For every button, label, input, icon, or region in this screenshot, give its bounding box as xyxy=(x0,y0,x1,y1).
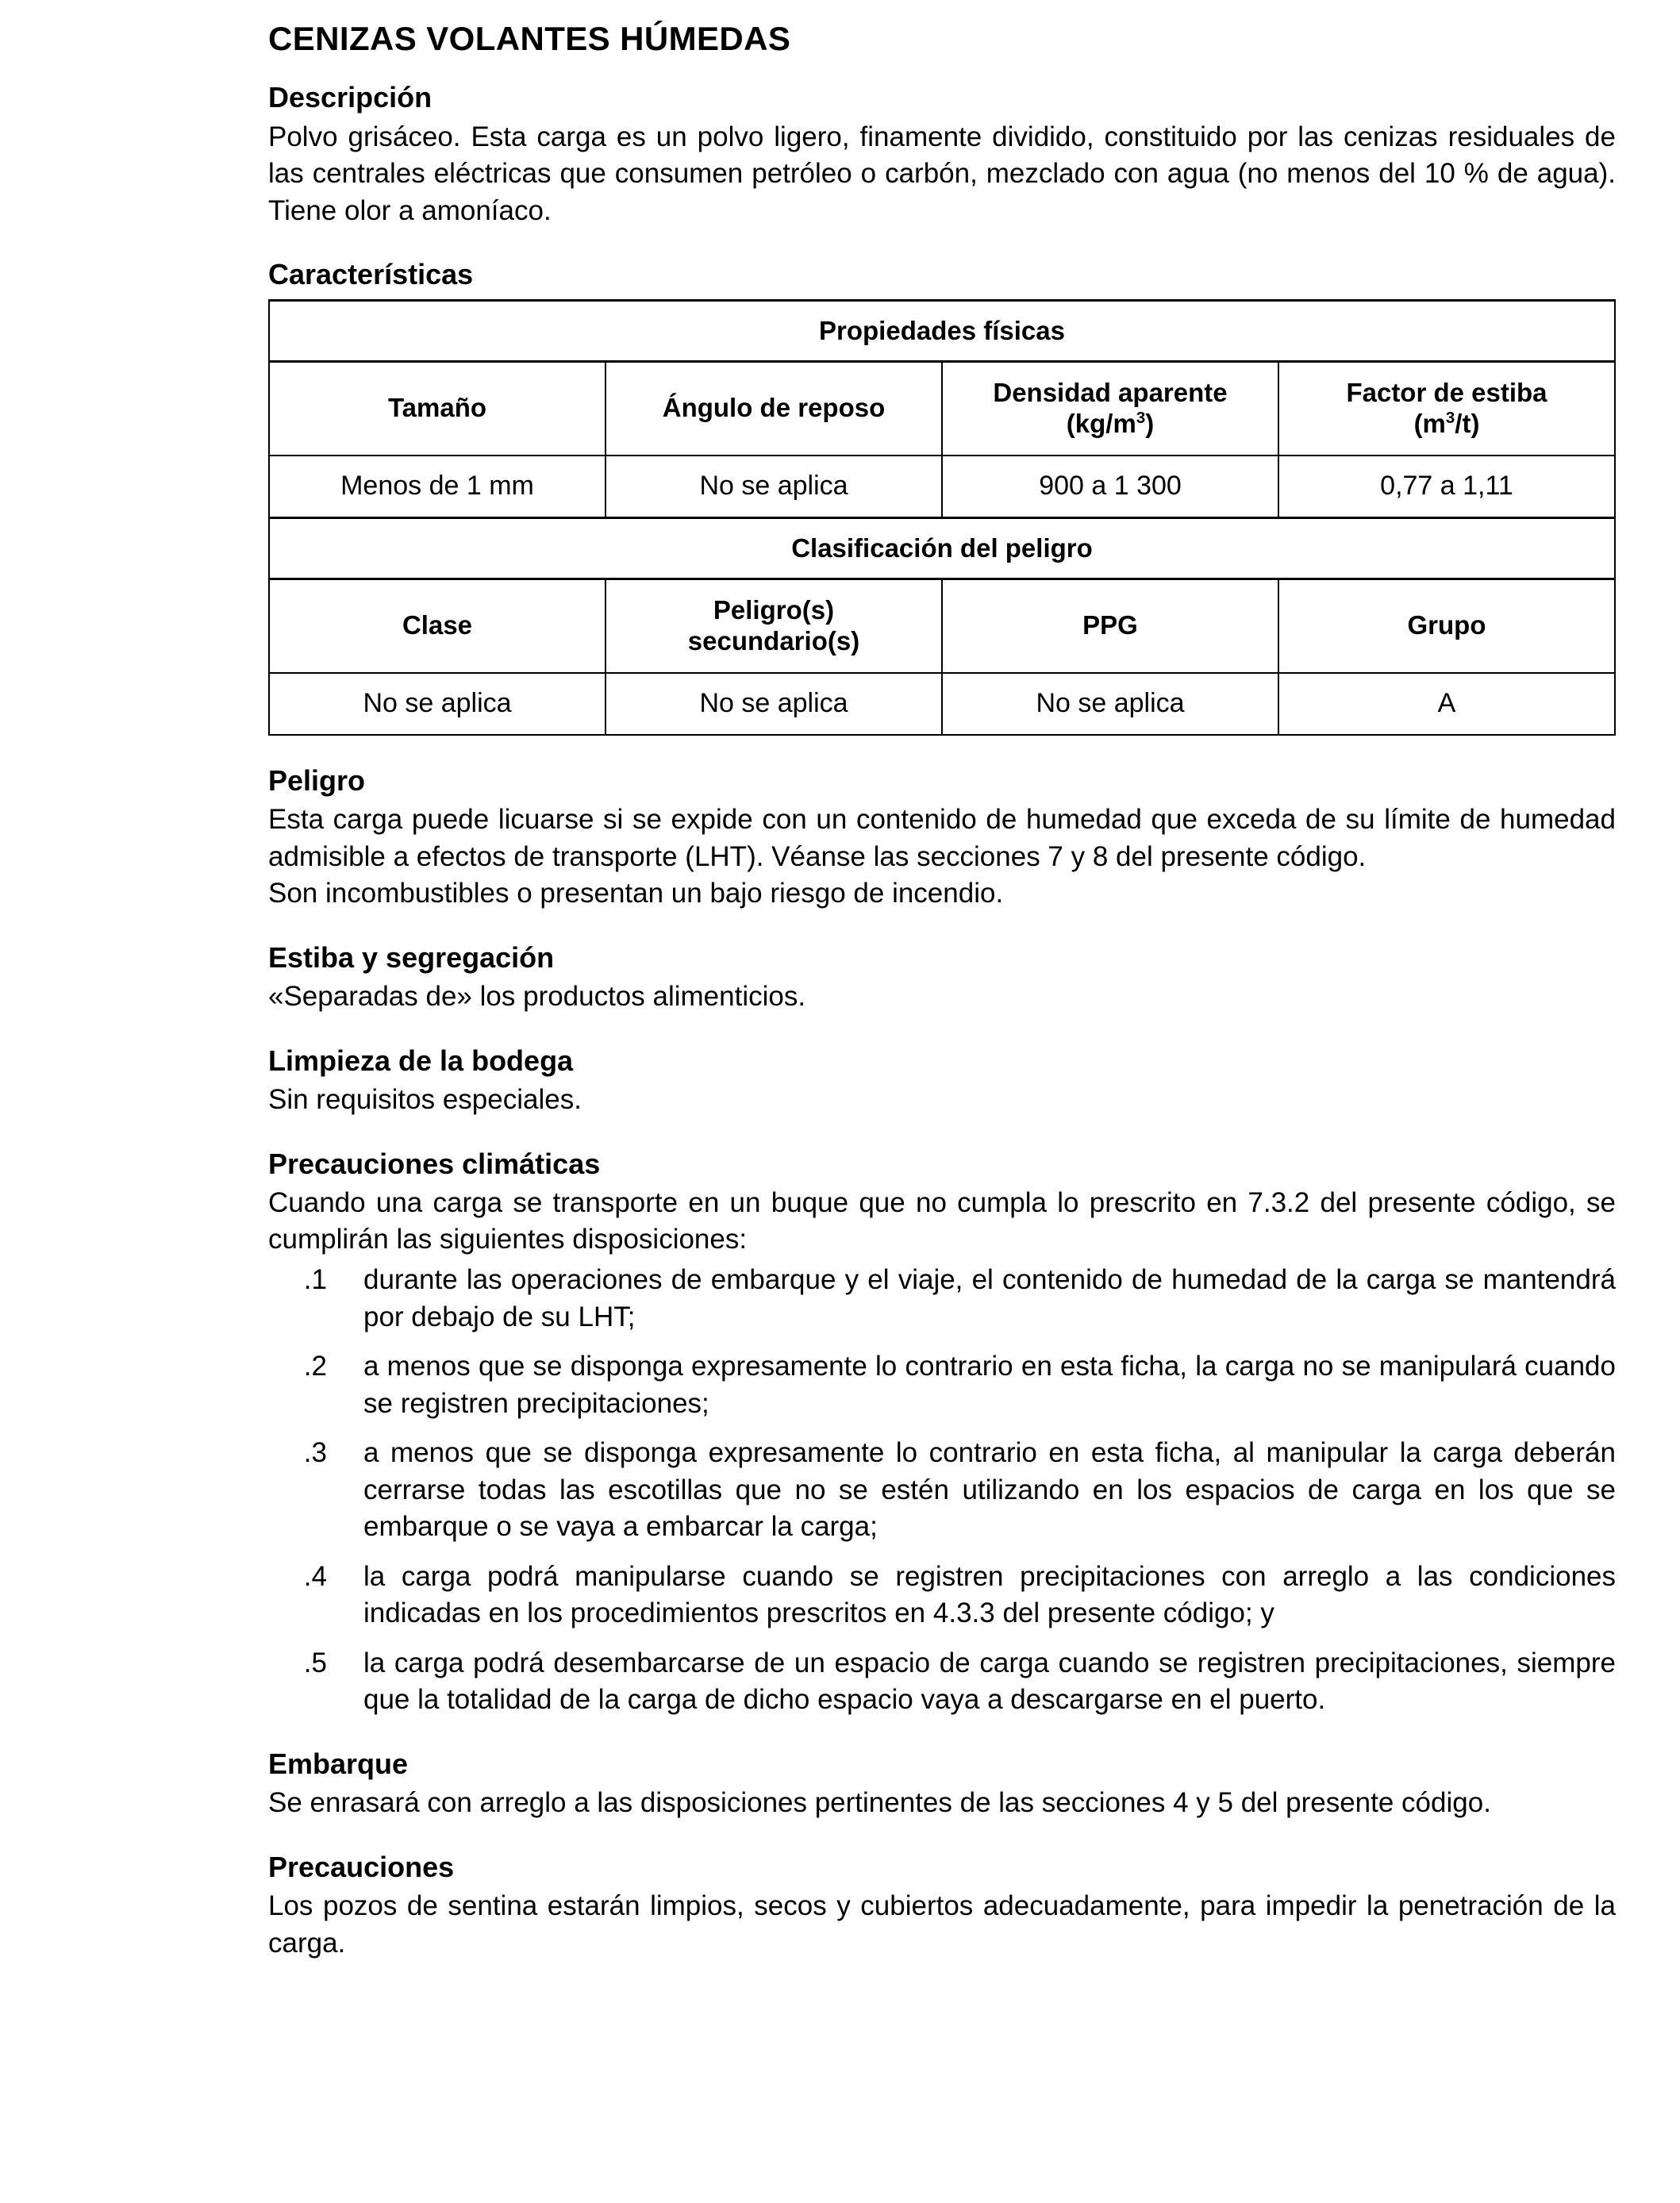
stowage-factor-unit-exponent: 3 xyxy=(1445,408,1455,427)
column-header-mhb: PPG xyxy=(942,579,1278,673)
section-heading-descripcion: Descripción xyxy=(268,81,432,114)
section-heading-estiba: Estiba y segregación xyxy=(268,940,555,974)
cell-density-value: 900 a 1 300 xyxy=(942,456,1278,518)
list-item xyxy=(268,1435,1616,1546)
bulk-density-unit-exponent: 3 xyxy=(1136,408,1146,427)
section-embarque xyxy=(268,1747,1616,1822)
peligro-paragraph-2: Son incombustibles o presentan un bajo riesgo de incendio. xyxy=(268,878,1004,909)
list-item xyxy=(268,1262,1616,1336)
table-header-row-physical xyxy=(269,361,1615,456)
section-limpieza xyxy=(268,1044,1616,1119)
section-heading-caracteristicas: Características xyxy=(268,258,474,291)
stowage-factor-unit-close: /t) xyxy=(1455,408,1480,438)
column-header-size: Tamaño xyxy=(269,361,605,456)
table-band-physical-label: Propiedades físicas xyxy=(269,300,1615,361)
list-item xyxy=(268,1348,1616,1422)
cell-subsidiary-value: No se aplica xyxy=(605,673,942,735)
stowage-factor-unit-open: (m xyxy=(1413,408,1446,438)
precauciones-climaticas-intro: Cuando una carga se transporte en un buque que no cumpla lo prescrito en 7.3.2 del presente código, se cumplirán las siguientes disposiciones: xyxy=(268,1186,1616,1255)
list-item-marker: .1 xyxy=(303,1264,327,1295)
cell-group-value: A xyxy=(1278,673,1615,735)
section-estiba xyxy=(268,941,1616,1016)
limpieza-text: Sin requisitos especiales. xyxy=(268,1083,582,1115)
embarque-text: Se enrasará con arreglo a las disposiciones pertinentes de las secciones 4 y 5 del presente código. xyxy=(268,1787,1491,1819)
list-item xyxy=(268,1645,1616,1719)
table-row-hazard-values xyxy=(269,673,1615,735)
section-precauciones xyxy=(268,1851,1616,1962)
table-band-hazard-label: Clasificación del peligro xyxy=(269,517,1615,579)
list-item-marker: .5 xyxy=(303,1647,327,1678)
column-header-angle-of-repose: Ángulo de reposo xyxy=(605,361,942,456)
list-item-text: la carga podrá desembarcarse de un espacio de carga cuando se registren precipitaciones, siempre que la totalidad de la carga de dicho espacio vaya a descargarse en el puerto. xyxy=(363,1647,1616,1716)
section-heading-precauciones: Precauciones xyxy=(268,1850,455,1883)
cell-class-value: No se aplica xyxy=(269,673,605,735)
list-item-marker: .2 xyxy=(303,1351,327,1382)
section-heading-limpieza: Limpieza de la bodega xyxy=(268,1044,574,1077)
descripcion-text: Polvo grisáceo. Esta carga es un polvo ligero, finamente dividido, constituido por las cenizas residuales de las centrales eléctricas que consumen petróleo o carbón, mezclado con agua (no menos del 10 % de agua). Tiene olor a amoníaco. xyxy=(268,121,1616,226)
list-item-text: a menos que se disponga expresamente lo contrario en esta ficha, al manipular la carga deberán cerrarse todas las escotillas que no se estén utilizando en los espacios de carga en los que se embarque o se vaya a embarcar la carga; xyxy=(363,1437,1616,1543)
bulk-density-label: Densidad aparente xyxy=(993,377,1228,407)
table-band-physical xyxy=(269,300,1615,361)
estiba-text: «Separadas de» los productos alimenticios. xyxy=(268,981,806,1013)
table-header-row-hazard xyxy=(269,579,1615,673)
section-precauciones-climaticas xyxy=(268,1148,1616,1720)
column-header-stowage-factor xyxy=(1278,361,1615,456)
list-item-marker: .3 xyxy=(303,1437,327,1469)
subsidiary-hazards-line1: Peligro(s) xyxy=(713,594,835,625)
table-band-hazard xyxy=(269,517,1615,579)
column-header-group: Grupo xyxy=(1278,579,1615,673)
precauciones-climaticas-list xyxy=(268,1262,1616,1719)
list-item-marker: .4 xyxy=(303,1560,327,1592)
section-descripcion xyxy=(268,81,1616,229)
cell-stowage-value: 0,77 a 1,11 xyxy=(1278,456,1615,518)
peligro-paragraph-1: Esta carga puede licuarse si se expide con un contenido de humedad que exceda de su límite de humedad admisible a efectos de transporte (LHT). Véanse las secciones 7 y 8 del presente código. xyxy=(268,804,1616,872)
list-item xyxy=(268,1559,1616,1632)
column-header-class: Clase xyxy=(269,579,605,673)
list-item-text: durante las operaciones de embarque y el viaje, el contenido de humedad de la carga se mantendrá por debajo de su LHT; xyxy=(363,1264,1616,1332)
section-heading-precauciones-climaticas: Precauciones climáticas xyxy=(268,1147,601,1180)
column-header-bulk-density xyxy=(942,361,1278,456)
section-caracteristicas xyxy=(268,258,1616,735)
cell-size-value: Menos de 1 mm xyxy=(269,456,605,518)
characteristics-table xyxy=(268,299,1616,736)
list-item-text: a menos que se disponga expresamente lo contrario en esta ficha, la carga no se manipulará cuando se registren precipitaciones; xyxy=(363,1351,1616,1419)
section-peligro xyxy=(268,764,1616,913)
list-item-text: la carga podrá manipularse cuando se registren precipitaciones con arreglo a las condiciones indicadas en los procedimientos prescritos en 4.3.3 del presente código; y xyxy=(363,1560,1616,1629)
cell-angle-value: No se aplica xyxy=(605,456,942,518)
subsidiary-hazards-line2: secundario(s) xyxy=(687,625,860,656)
section-heading-embarque: Embarque xyxy=(268,1747,409,1781)
cell-mhb-value: No se aplica xyxy=(942,673,1278,735)
page-content xyxy=(268,21,1616,1986)
section-heading-peligro: Peligro xyxy=(268,763,366,797)
precauciones-text: Los pozos de sentina estarán limpios, secos y cubiertos adecuadamente, para impedir la penetración de la carga. xyxy=(268,1890,1616,1959)
column-header-subsidiary-hazards xyxy=(605,579,942,673)
page-title: CENIZAS VOLANTES HÚMEDAS xyxy=(268,20,791,57)
bulk-density-unit-open: (kg/m xyxy=(1066,408,1136,438)
stowage-factor-label: Factor de estiba xyxy=(1346,377,1547,407)
table-row-physical-values xyxy=(269,456,1615,518)
bulk-density-unit-close: ) xyxy=(1145,408,1155,438)
